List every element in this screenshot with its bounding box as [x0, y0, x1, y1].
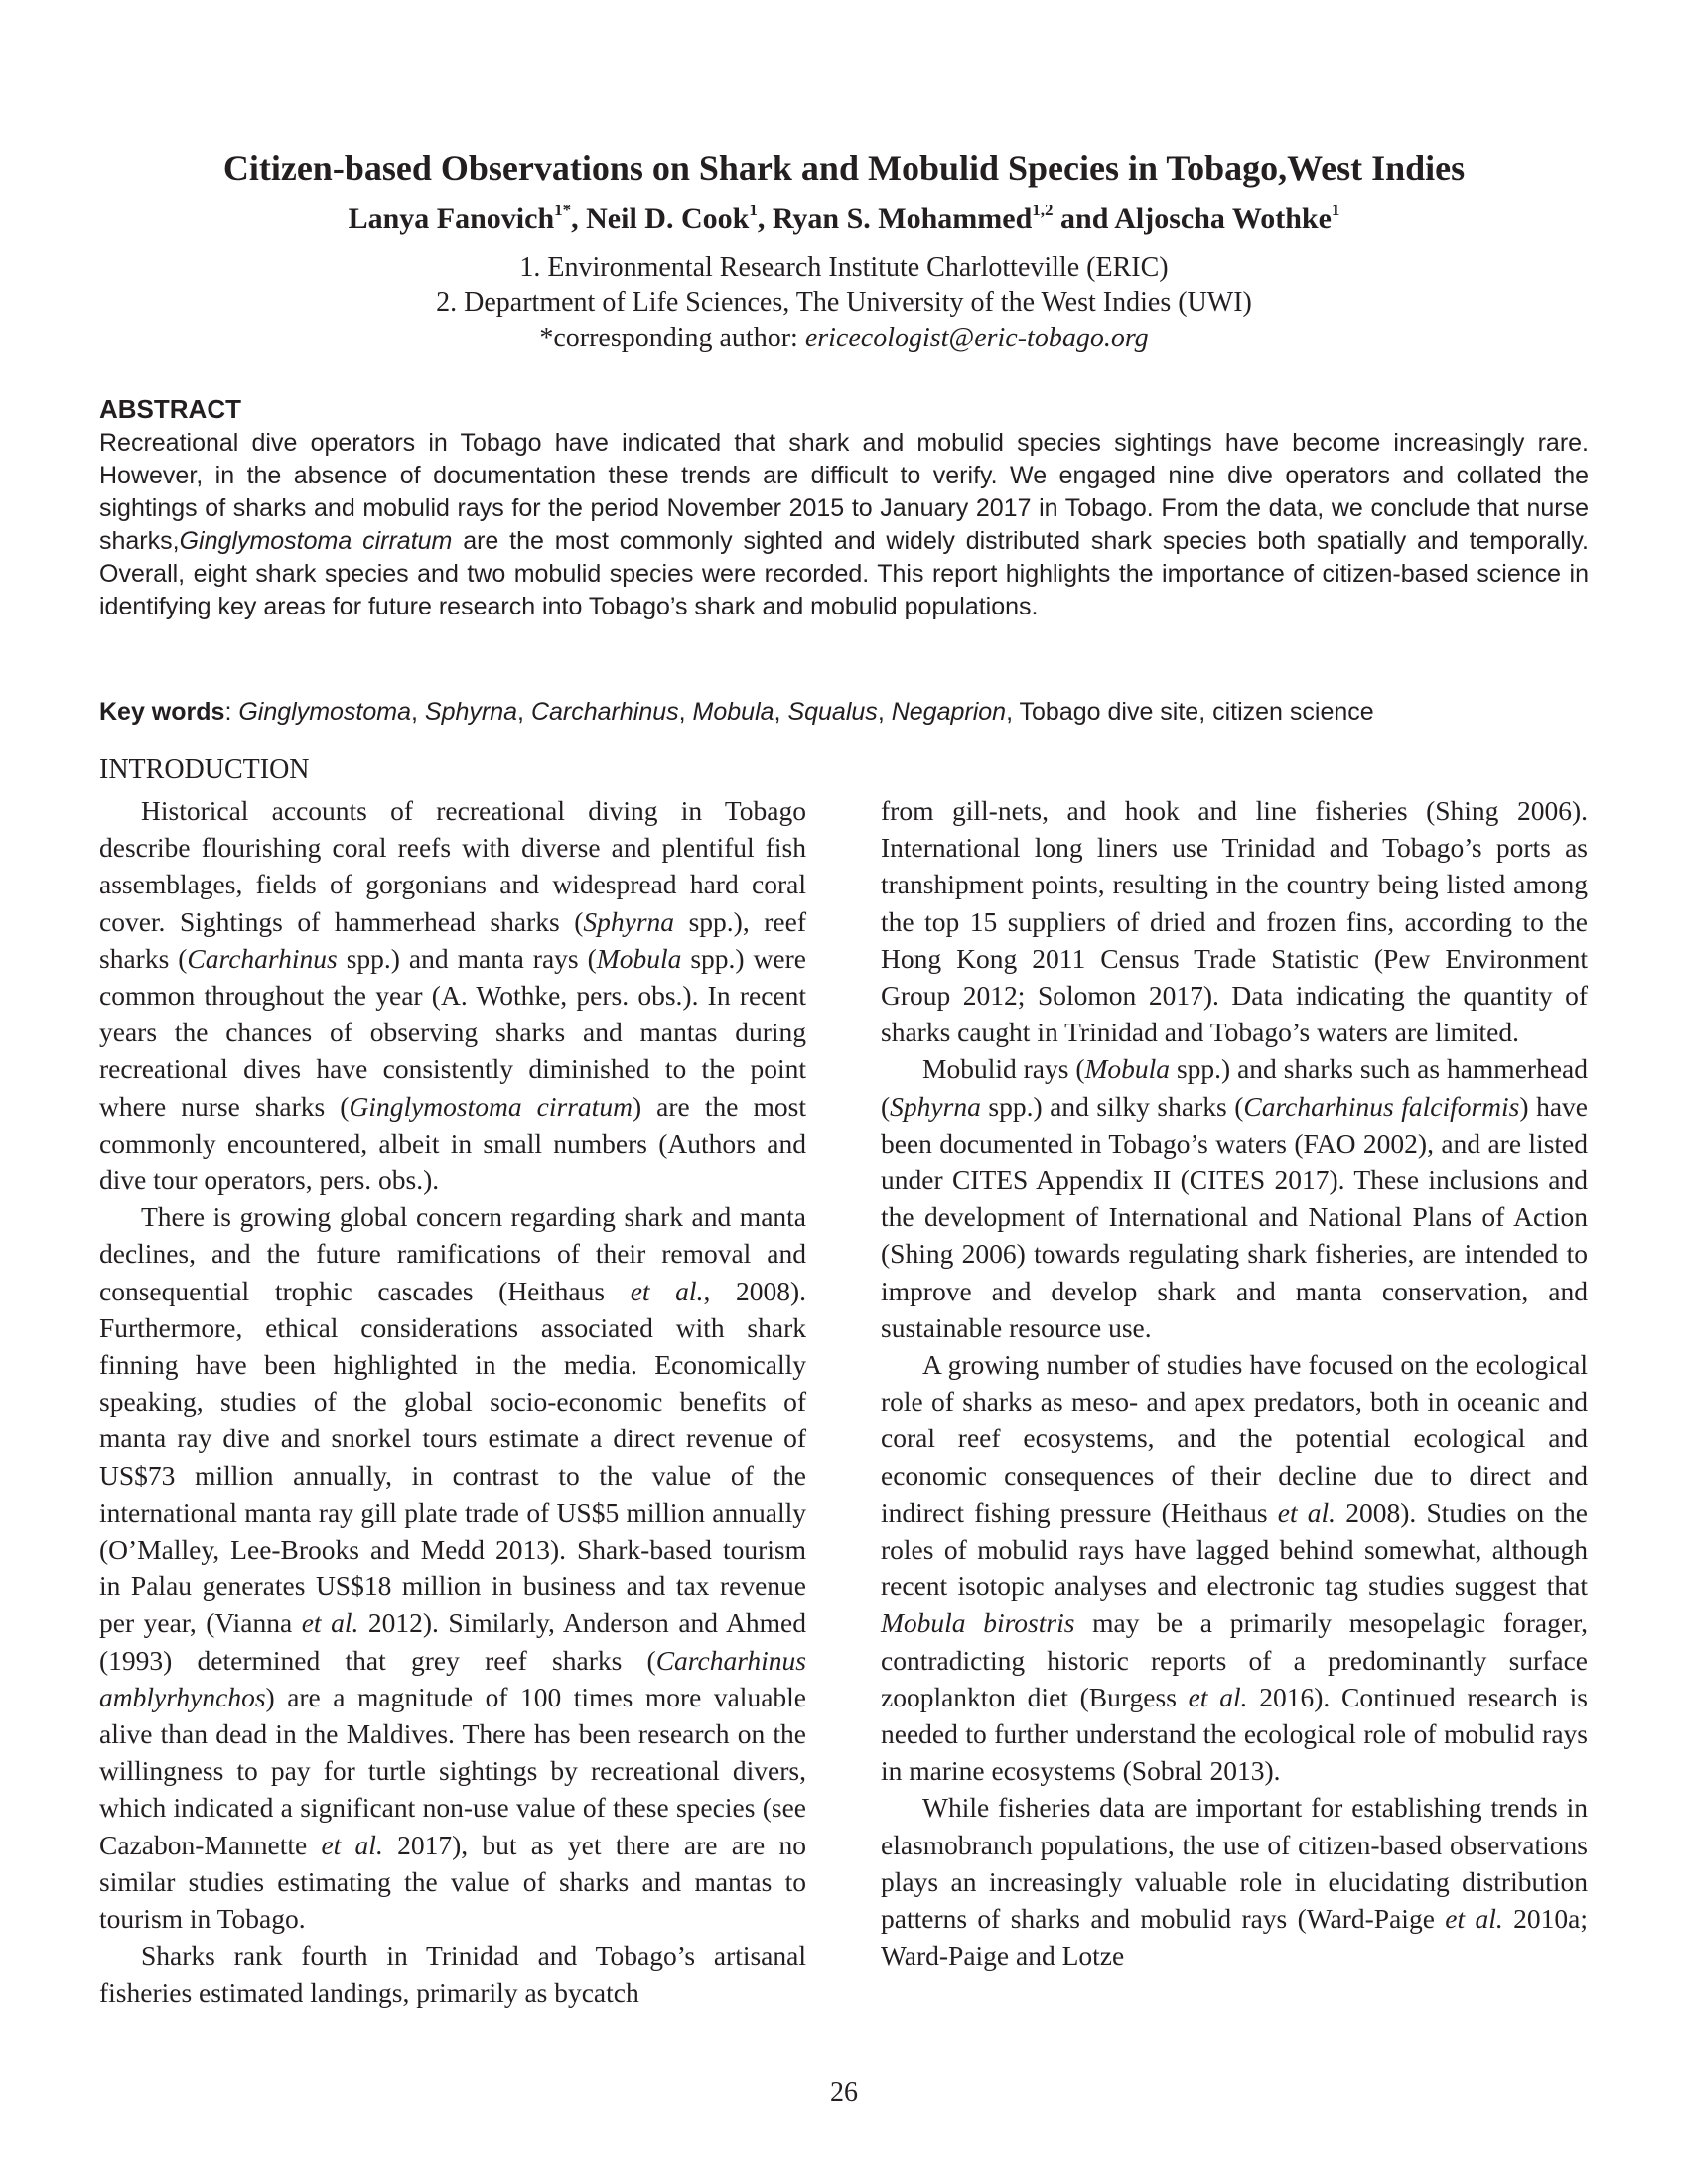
- keywords-text: : Ginglymostoma, Sphyrna, Carcharhinus, Mobula, Squalus, Negaprion, Tobago dive site, citizen science: [224, 698, 1374, 726]
- paragraph: There is growing global concern regarding shark and manta declines, and the future ramifications of their removal and consequential trophic cascades (Heithaus et al., 2008). Furthermore, ethical considerations associated with shark finning have been highlighted in the media. Economically speaking, studies of the global socio-economic benefits of manta ray dive and snorkel tours estimate a direct revenue of US$73 million annually, in contrast to the value of the international manta ray gill plate trade of US$5 million annually (O’Malley, Lee-Brooks and Medd 2013). Shark-based tourism in Palau generates US$18 million in business and tax revenue per year, (Vianna et al. 2012). Similarly, Anderson and Ahmed (1993) determined that grey reef sharks (Carcharhinus amblyrhynchos) are a magnitude of 100 times more valuable alive than dead in the Maldives. There has been research on the willingness to pay for turtle sightings by recreational divers, which indicated a significant non-use value of these species (see Cazabon-Mannette et al. 2017), but as yet there are are no similar studies estimating the value of sharks and mantas to tourism in Tobago.: [99, 1201, 807, 1935]
- author-separator: ,: [757, 203, 773, 235]
- paragraph: While fisheries data are important for establishing trends in elasmobranch populations, the use of citizen-based observations plays an increasingly valuable role in elucidating distribution patterns of sharks and mobulid rays (Ward-Paige et al. 2010a; Ward-Paige and Lotze: [881, 1792, 1588, 1972]
- author-affiliation-marker: 1: [749, 201, 758, 219]
- page-number: 26: [830, 2077, 858, 2108]
- paragraph: from gill-nets, and hook and line fisheries (Shing 2006). International long liners use Trinidad and Tobago’s ports as transhipment points, resulting in the country being listed among the top 15 suppliers of dried and frozen fins, according to the Hong Kong 2011 Census Trade Statistic (Pew Environment Group 2012; Solomon 2017). Data indicating the quantity of sharks caught in Trinidad and Tobago’s waters are limited.: [881, 795, 1588, 1048]
- paragraph: A growing number of studies have focused on the ecological role of sharks as meso- and apex predators, both in oceanic and coral reef ecosystems, and the potential ecological and economic consequences of their decline due to direct and indirect fishing pressure (Heithaus et al. 2008). Studies on the roles of mobulid rays have lagged behind somewhat, although recent isotopic analyses and electronic tag studies suggest that Mobula birostris may be a primarily mesopelagic forager, contradicting historic reports of a predominantly surface zooplankton diet (Burgess et al. 2016). Continued research is needed to further understand the ecological role of mobulid rays in marine ecosystems (Sobral 2013).: [881, 1349, 1588, 1787]
- paragraph: Mobulid rays (Mobula spp.) and sharks such as hammerhead (Sphyrna spp.) and silky sharks (Carcharhinus falciformis) have been documented in Tobago’s waters (FAO 2002), and are listed under CITES Appendix II (CITES 2017). These inclusions and the development of International and National Plans of Action (Shing 2006) towards regulating shark fisheries, are intended to improve and develop shark and manta conservation, and sustainable resource use.: [881, 1053, 1588, 1343]
- corresponding-email[interactable]: ericecologist@eric-tobago.org: [804, 323, 1149, 353]
- paragraph: Historical accounts of recreational diving in Tobago describe flourishing coral reefs with diverse and plentiful fish assemblages, fields of gorgonians and widespread hard coral cover. Sightings of hammerhead sharks (Sphyrna spp.), reef sharks (Carcharhinus spp.) and manta rays (Mobula spp.) were common throughout the year (A. Wothke, pers. obs.). In recent years the chances of observing sharks and mantas during recreational dives have consistently diminished to the point where nurse sharks (Ginglymostoma cirratum) are the most commonly encountered, albeit in small numbers (Authors and dive tour operators, pers. obs.).: [99, 795, 806, 1196]
- author-affiliation-marker: 1,2: [1032, 201, 1054, 219]
- abstract-text: Recreational dive operators in Tobago have indicated that shark and mobulid species sightings have become increasingly rare. However, in the absence of documentation these trends are difficult to verify. We engaged nine dive operators and collated the sightings of sharks and mobulid rays for the period November 2015 to January 2017 in Tobago. From the data, we conclude that nurse sharks,Ginglymostoma cirratum are the most commonly sighted and widely distributed shark species both spatially and temporally. Overall, eight shark species and two mobulid species were recorded. This report highlights the importance of citizen-based science in identifying key areas for future research into Tobago’s shark and mobulid populations.: [99, 429, 1589, 620]
- author-name: Neil D. Cook: [586, 203, 750, 235]
- keywords: [99, 698, 1589, 727]
- author-affiliation-marker: 1: [1331, 201, 1340, 219]
- affiliation-2: 2. Department of Life Sciences, The University of the West Indies (UWI): [436, 287, 1252, 318]
- author-affiliation-marker: 1*: [554, 201, 572, 219]
- author-list: [0, 203, 1688, 236]
- author-separator: and: [1053, 203, 1115, 235]
- affiliation-1: 1. Environmental Research Institute Charlotteville (ERIC): [519, 252, 1169, 283]
- corresponding-author: [0, 323, 1688, 354]
- keywords-label: Key words: [99, 698, 225, 726]
- paper-title: Citizen-based Observations on Shark and Mobulid Species in Tobago,West Indies: [222, 148, 1466, 188]
- author-name: Aljoscha Wothke: [1114, 203, 1332, 235]
- left-column: [99, 792, 806, 2011]
- author-name: Lanya Fanovich: [348, 203, 555, 235]
- author-separator: ,: [571, 203, 587, 235]
- author-name: Ryan S. Mohammed: [772, 203, 1033, 235]
- abstract-heading: ABSTRACT: [99, 394, 241, 424]
- introduction-heading: INTRODUCTION: [99, 754, 310, 785]
- paragraph: Sharks rank fourth in Trinidad and Tobago’s artisanal fisheries estimated landings, primarily as bycatch: [99, 1940, 806, 2008]
- right-column: [881, 792, 1588, 1975]
- corresponding-label: *corresponding author:: [539, 323, 805, 353]
